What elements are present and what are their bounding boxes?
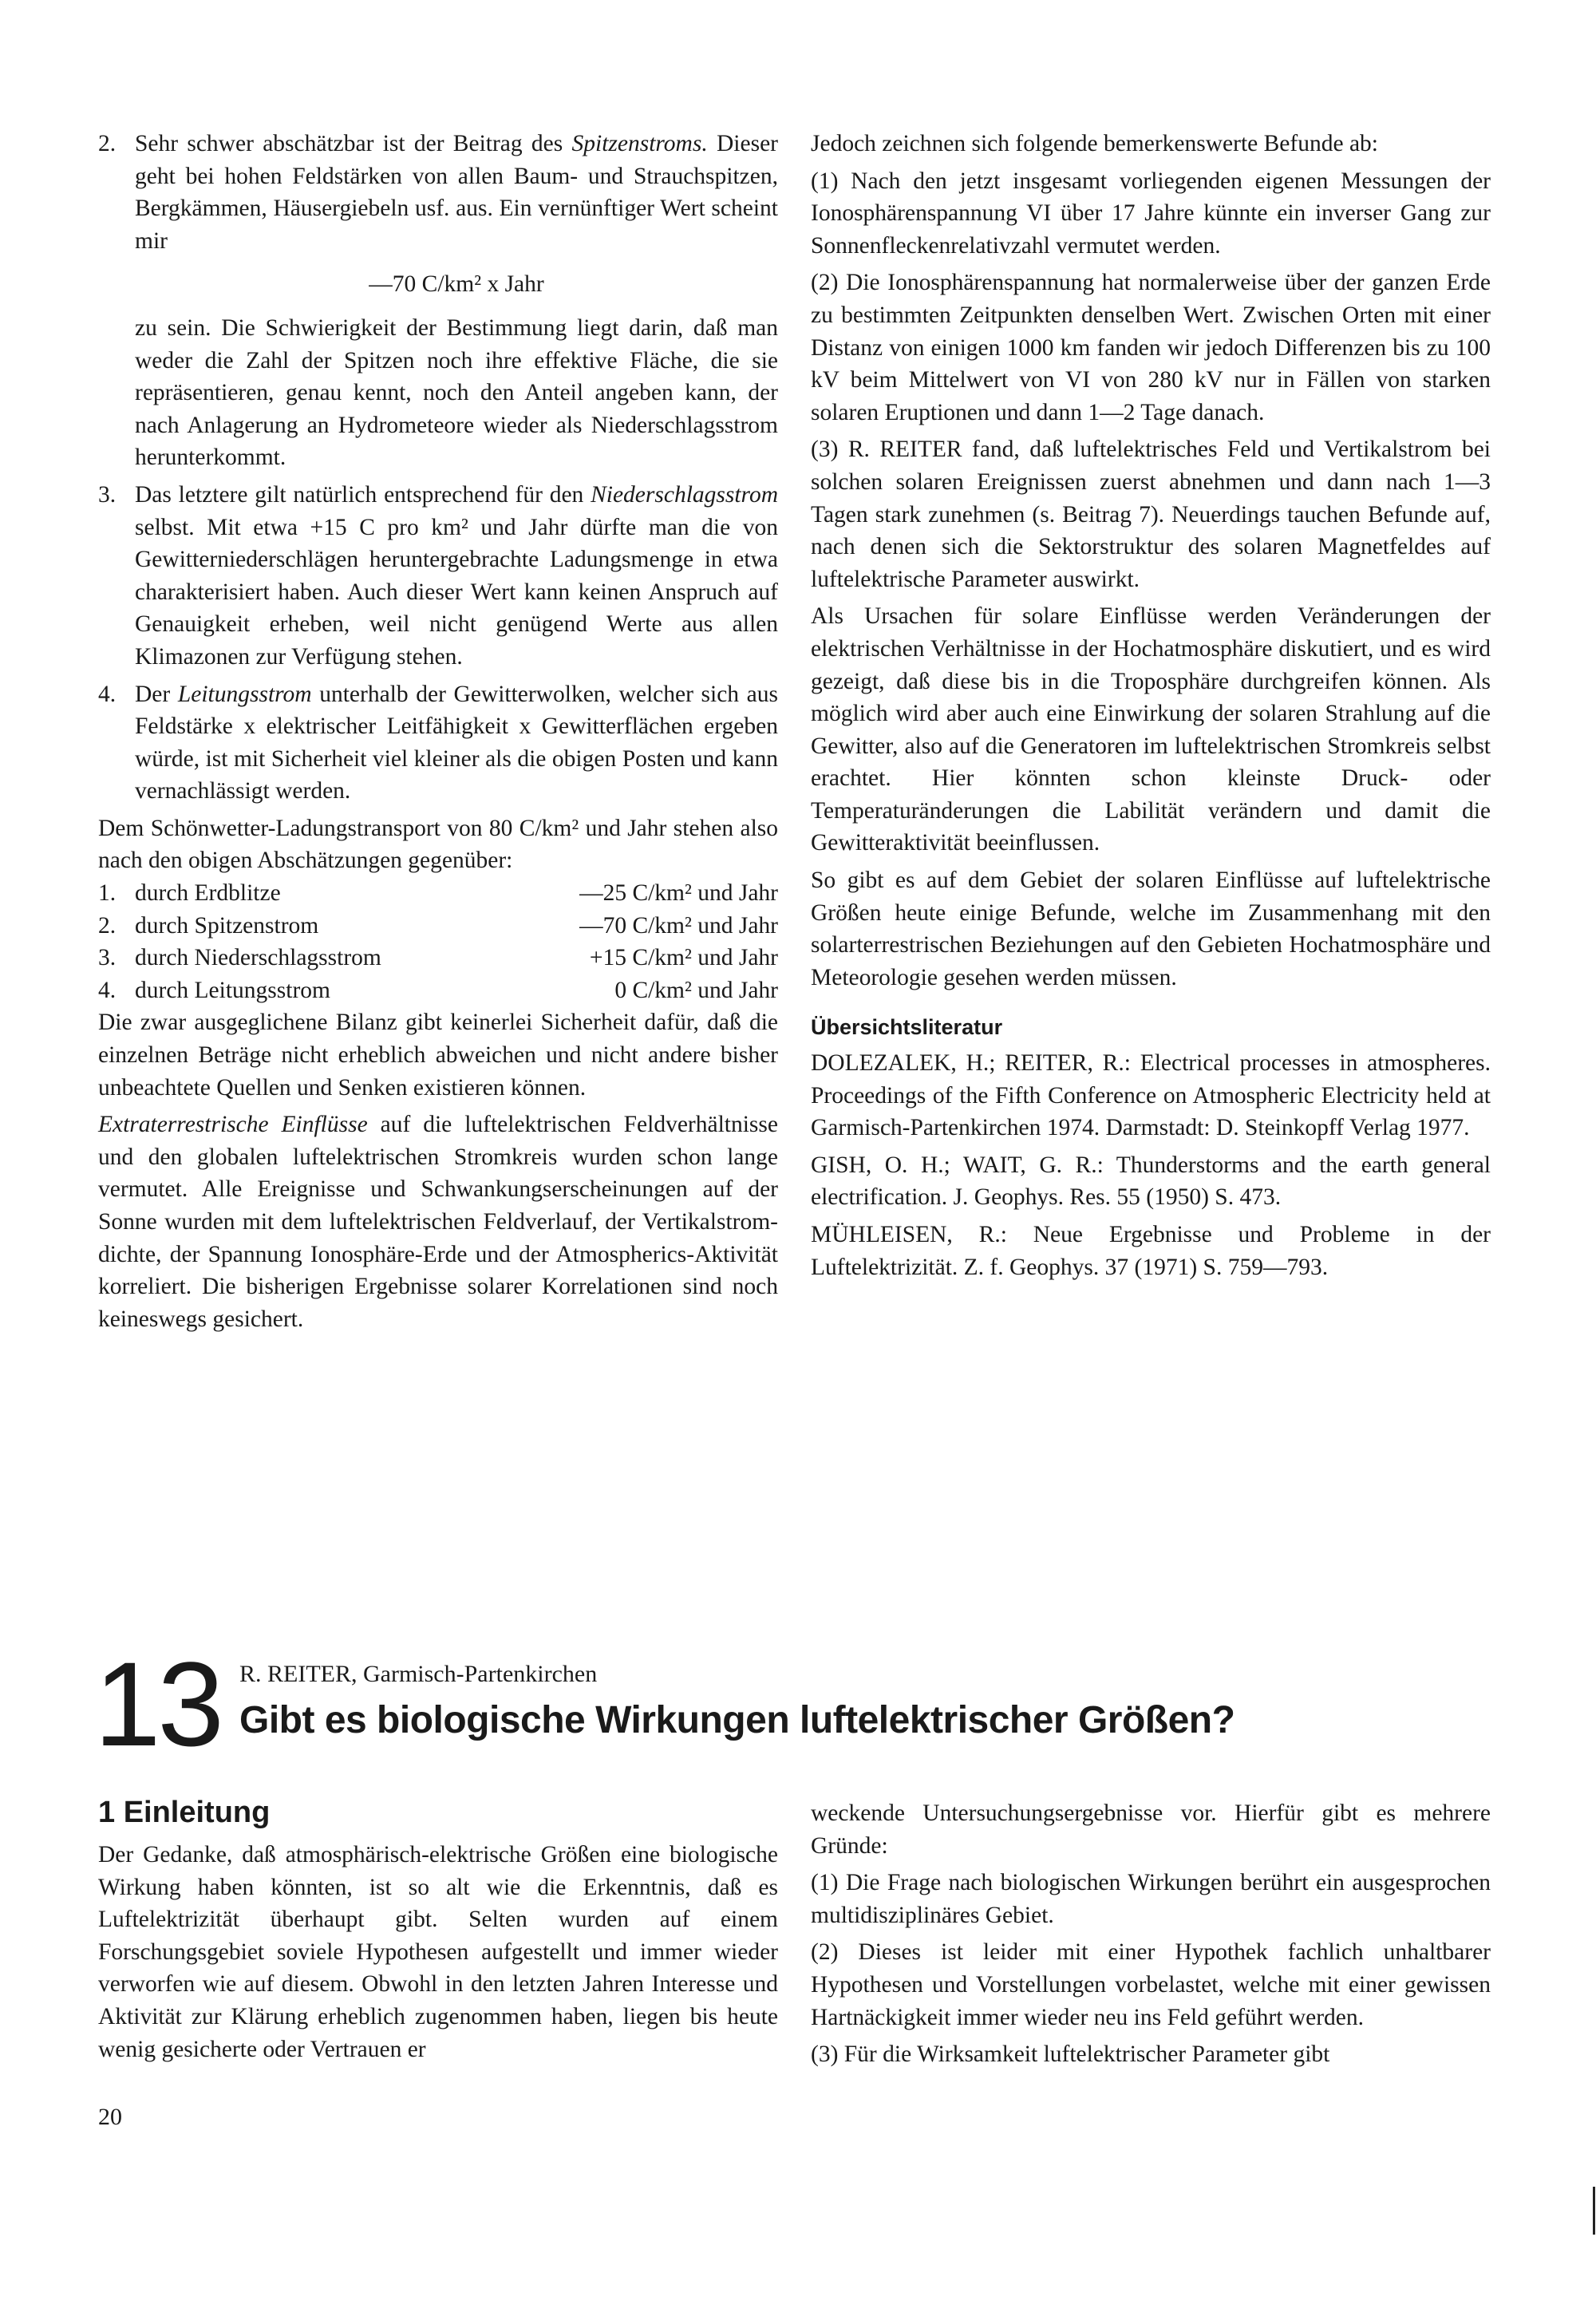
reference: GISH, O. H.; WAIT, G. R.: Thunderstorms and the earth general electrification. J. Geophys. Res. 55 (1950) S. 473. bbox=[811, 1152, 1491, 1211]
reason-1: (1) Die Frage nach biologischen Wirkungen berührt ein ausgesprochen multidisziplinäres Gebiet. bbox=[811, 1870, 1491, 1928]
text-run: auf die luftelektrischen Feldverhältnisse und den globalen luftelektrischen Stromkreis wurden schon lange vermutet. Alle Ereignisse und Schwankungserscheinungen auf der Sonne wurden mit dem luftelektrischen Feldverlauf, der Vertikalstromdichte, der Spannung Ionosphäre-Erde und der Atmospherics-Aktivität korreliert. Die bisherigen Ergebnisse solarer Korrelationen sind noch keineswegs gesichert. bbox=[98, 1112, 778, 1332]
reason-3: (3) Für die Wirksamkeit luftelektrischer Parameter gibt bbox=[811, 2041, 1330, 2068]
paragraph: Jedoch zeichnen sich folgende bemerkenswerte Befunde ab: bbox=[811, 131, 1378, 156]
paragraph-extraterrestrial bbox=[98, 1109, 778, 1335]
list-value: —25 C/km² und Jahr bbox=[579, 880, 778, 907]
text-run: Dieser geht bei hohen Feldstärken von allen Baum- und Strauchspitzen, Bergkämmen, Häusergiebeln usf. aus. Ein vernünftiger Wert scheint mir bbox=[135, 131, 778, 254]
list-label: durch Leitungsstrom bbox=[135, 977, 330, 1003]
text-run: unterhalb der Gewitterwolken, welcher sich aus Feldstärke x elektrischer Leitfähigkeit x Gewitterflächen ergeben würde, ist mit Sicherheit viel kleiner als die obigen Posten und kann vernachlässigt werden. bbox=[135, 681, 778, 804]
text-run: Sehr schwer abschätzbar ist der Beitrag des bbox=[135, 131, 572, 156]
item-text bbox=[135, 479, 778, 674]
text-run: selbst. Mit etwa +15 C pro km² und Jahr dürfte man die von Gewitterniederschlägen heruntergebrachte Ladungsmenge in etwa charakterisiert haben. Auch dieser Wert kann keinen Anspruch auf Genauigkeit erheben, weil nicht genügend Werte aus allen Klimazonen zur Verfügung stehen. bbox=[135, 514, 778, 670]
list-number: 1. bbox=[98, 880, 117, 907]
list-label: durch Niederschlagsstrom bbox=[135, 945, 381, 971]
item-2-continuation: zu sein. Die Schwierigkeit der Bestimmung liegt darin, daß man weder die Zahl der Spitzen noch ihre effektive Fläche, die sie repräsentieren, genau kennt, noch den Anteil angeben kann, der nach Anlagerung an Hydrometeore wieder als Niederschlagsstrom herunterkommt. bbox=[135, 314, 778, 471]
item-text bbox=[135, 678, 778, 808]
item-text bbox=[135, 128, 778, 257]
text-run: Das letztere gilt natürlich entsprechend für den bbox=[135, 481, 591, 508]
charge-list bbox=[98, 877, 778, 1006]
list-item bbox=[98, 942, 778, 974]
list-value: —70 C/km² und Jahr bbox=[579, 912, 778, 939]
numbered-item-3 bbox=[98, 479, 778, 674]
section-heading: 1 Einleitung bbox=[98, 1796, 271, 1829]
paragraph-intro: Dem Schönwetter-Ladungstransport von 80 C/km² und Jahr stehen also nach den obigen Abschätzungen gegenüber: bbox=[98, 815, 778, 874]
chapter-author: R. REITER, Garmisch-Partenkirchen bbox=[239, 1661, 598, 1687]
reference: MÜHLEISEN, R.: Neue Ergebnisse und Probleme in der Luftelektrizität. Z. f. Geophys. 37 (1971) S. 759—793. bbox=[811, 1222, 1491, 1280]
chapter-header bbox=[94, 1637, 1499, 1771]
list-number: 4. bbox=[98, 977, 117, 1003]
finding-2: (2) Die Ionosphärenspannung hat normalerweise über der ganzen Erde zu bestimmten Zeitpunkten denselben Wert. Zwischen Orten mit einer Distanz von einigen 1000 km fanden wir jedoch Differenzen bis zu 100 kV beim Mittelwert von VI von 280 kV nur in Fällen von starken solaren Eruptionen und dann 1—2 Tage danach. bbox=[811, 270, 1491, 425]
list-value: 0 C/km² und Jahr bbox=[614, 977, 778, 1003]
list-label: durch Spitzenstrom bbox=[135, 912, 319, 939]
list-item bbox=[98, 974, 778, 1007]
chapter-number: 13 bbox=[94, 1637, 221, 1771]
paragraph: Als Ursachen für solare Einflüsse werden Veränderungen der elektrischen Verhältnisse in der Hochatmosphäre diskutiert, und es wird gezeigt, daß diese bis in die Troposphäre durchgreifen können. Als möglich wird aber auch eine Einwirkung der solaren Strahlung auf die Gewitter, also auf die Generatoren im luftelektrischen Stromkreis selbst erachtet. Hier könnten schon kleinste Druck- oder Temperaturänderungen die Labilität verändern und damit die Gewitteraktivität beeinflussen. bbox=[811, 603, 1491, 856]
upper-left-column bbox=[98, 128, 778, 1340]
item-number: 3. bbox=[98, 481, 117, 508]
emphasis-term: Extraterrestrische Einflüsse bbox=[98, 1112, 368, 1138]
paragraph-bilanz: Die zwar ausgeglichene Bilanz gibt keinerlei Sicherheit dafür, daß die einzelnen Beträge nicht erheblich abweichen und nicht andere bisher unbeachtete Quellen und Senken existieren können. bbox=[98, 1010, 778, 1101]
emphasis-term: Spitzenstroms. bbox=[571, 131, 708, 156]
chapter-title: Gibt es biologische Wirkungen luftelektrischer Größen? bbox=[239, 1699, 1235, 1741]
numbered-item-4 bbox=[98, 678, 778, 808]
list-number: 3. bbox=[98, 945, 117, 971]
emphasis-term: Leitungsstrom bbox=[177, 681, 312, 707]
list-value: +15 C/km² und Jahr bbox=[589, 945, 778, 971]
formula: —70 C/km² x Jahr bbox=[369, 271, 544, 298]
literature-heading: Übersichtsliteratur bbox=[811, 1015, 1003, 1040]
finding-3: (3) R. REITER fand, daß luftelektrisches Feld und Vertikalstrom bei solchen solaren Ereignissen zuerst abnehmen und dann nach 1—3 Tagen stark zunehmen (s. Beitrag 7). Neuerdings tauchen Befunde auf, nach denen sich die Sektorstruktur des solaren Magnetfeldes auf luftelektrische Parameter auswirkt. bbox=[811, 437, 1491, 592]
paragraph: Der Gedanke, daß atmosphärisch-elektrische Größen eine biologische Wirkung haben könnten, ist so alt wie die Erkenntnis, daß es Luftelektrizität überhaupt gibt. Selten wurden auf einem Forschungsgebiet soviele Hypothesen aufgestellt und immer wieder verworfen wie auf diesem. Obwohl in den letzten Jahren Interesse und Aktivität zur Klärung erheblich zugenommen haben, liegen bis heute wenig gesicherte oder Vertrauen er bbox=[98, 1842, 778, 2062]
upper-right-column bbox=[811, 128, 1491, 1288]
margin-mark bbox=[1593, 2187, 1595, 2235]
paragraph: weckende Untersuchungsergebnisse vor. Hierfür gibt es mehrere Gründe: bbox=[811, 1800, 1491, 1859]
text-run: Der bbox=[135, 681, 178, 707]
section-left-column bbox=[98, 1792, 778, 2070]
list-item bbox=[98, 877, 778, 910]
paragraph: So gibt es auf dem Gebiet der solaren Einflüsse auf luftelektrische Größen heute einige Befunde, welche im Zusammenhang mit den solarterrestrischen Beziehungen auf den Gebieten Hochatmosphäre und Meteorologie gesehen werden müssen. bbox=[811, 868, 1491, 990]
numbered-item-2 bbox=[98, 128, 778, 257]
list-number: 2. bbox=[98, 912, 117, 939]
finding-1: (1) Nach den jetzt insgesamt vorliegenden eigenen Messungen der Ionosphärenspannung VI über 17 Jahre künnte ein inverser Gang zur Sonnenfleckenrelativzahl vermutet werden. bbox=[811, 168, 1491, 259]
item-number: 4. bbox=[98, 681, 117, 707]
item-number: 2. bbox=[98, 131, 117, 156]
emphasis-term: Niederschlagsstrom bbox=[591, 481, 778, 508]
reason-2: (2) Dieses ist leider mit einer Hypothek fachlich unhaltbarer Hypothesen und Vorstellungen vorbelastet, welche mit einer gewissen Hartnäckigkeit immer wieder neu ins Feld geführt werden. bbox=[811, 1939, 1491, 2030]
page-number: 20 bbox=[98, 2104, 122, 2130]
reference: DOLEZALEK, H.; REITER, R.: Electrical processes in atmospheres. Proceedings of the Fifth Conference on Atmospheric Electricity held at Garmisch-Partenkirchen 1974. Darmstadt: D. Steinkopff Verlag 1977. bbox=[811, 1050, 1491, 1141]
list-label: durch Erdblitze bbox=[135, 880, 281, 907]
list-item bbox=[98, 910, 778, 943]
section-right-column bbox=[811, 1797, 1491, 2076]
